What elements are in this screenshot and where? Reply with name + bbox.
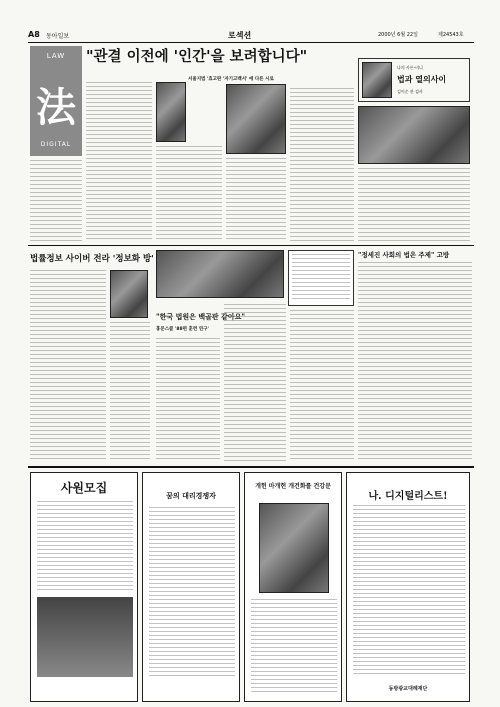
issue-number: 제24543호 [438, 32, 464, 38]
divider-1 [28, 245, 474, 246]
column-tag: 나의 사론-비니 [397, 65, 423, 70]
paper-name: 동아일보 [46, 33, 70, 40]
law-text: LAW [46, 52, 66, 60]
story1-text-col3 [226, 158, 286, 242]
divider-ads [28, 466, 474, 468]
story4-photo-meeting [156, 250, 284, 298]
section-name: 로섹션 [228, 31, 252, 40]
ad-health [244, 472, 342, 702]
story4-text-a [156, 338, 220, 462]
ad-health-portrait [259, 503, 329, 593]
column-byline: 김이순 관 검사 [397, 89, 423, 94]
law-hanja: 法 [36, 84, 76, 131]
story4-text-b [224, 304, 286, 462]
header-rule [28, 42, 474, 43]
digital-text: DIGITAL [40, 141, 72, 148]
story1-text-col1 [86, 82, 152, 242]
issue-date: 2000년 6월 22일 [378, 32, 418, 38]
story4-caption-box [288, 250, 354, 306]
ad-dream [142, 472, 240, 702]
main-headline: "관결 이전에 '인간'을 보려합니다" [86, 48, 308, 65]
columnist-photo [362, 62, 392, 98]
story4-subtitle: 홍문스콜 '88편 훈련 연구' [156, 327, 209, 332]
story1-text-col5 [358, 168, 470, 242]
ad-recruit-graphic [37, 597, 133, 677]
story1-photo-small [156, 82, 186, 142]
ad-digital [346, 472, 470, 702]
left-col-text [30, 160, 82, 242]
column-label: 법과 열의사이 [397, 75, 447, 84]
ad-dream-text [149, 507, 235, 677]
story4-title: "한국 법원은 백골판 같아요" [156, 312, 245, 321]
story4-text-c [290, 310, 354, 462]
ad-recruit-text [37, 501, 133, 591]
story2-title: "정세진 사회의 법은 주제" 고방 [358, 251, 450, 259]
story1-photo-main [226, 84, 286, 154]
story3-text-a [30, 270, 106, 460]
caption-text [292, 254, 350, 302]
ad-digital-footer: 동방광교대례재단 [388, 686, 428, 692]
story3-portrait [110, 270, 148, 318]
story3-text-b [110, 322, 150, 460]
story2-text [358, 262, 472, 462]
law-digital-logo [30, 46, 82, 156]
ad-digital-title: 나. 디지털리스트! [368, 491, 448, 502]
masthead [28, 30, 474, 42]
page-number: A8 [28, 30, 40, 39]
story3-title: 법률정보 사이버 전라 '정보화 방' [30, 254, 154, 264]
main-subheadline: 서울지법 '효고란 '자기고백서' 에 다른 시로 [188, 77, 274, 82]
ad-health-text [251, 599, 337, 693]
ad-recruit-title: 사원모집 [60, 481, 108, 495]
ad-health-title: 개헌 마개헌 개건화를 건강문 [255, 483, 331, 490]
story1-photo-court [358, 106, 470, 164]
ad-recruit [30, 472, 138, 702]
column-box [358, 58, 470, 102]
ad-dream-title: 꿈의 대리경쟁자 [166, 491, 216, 500]
story1-text-col4 [290, 88, 354, 242]
story1-text-col2 [156, 146, 222, 242]
ad-digital-text [353, 505, 465, 675]
